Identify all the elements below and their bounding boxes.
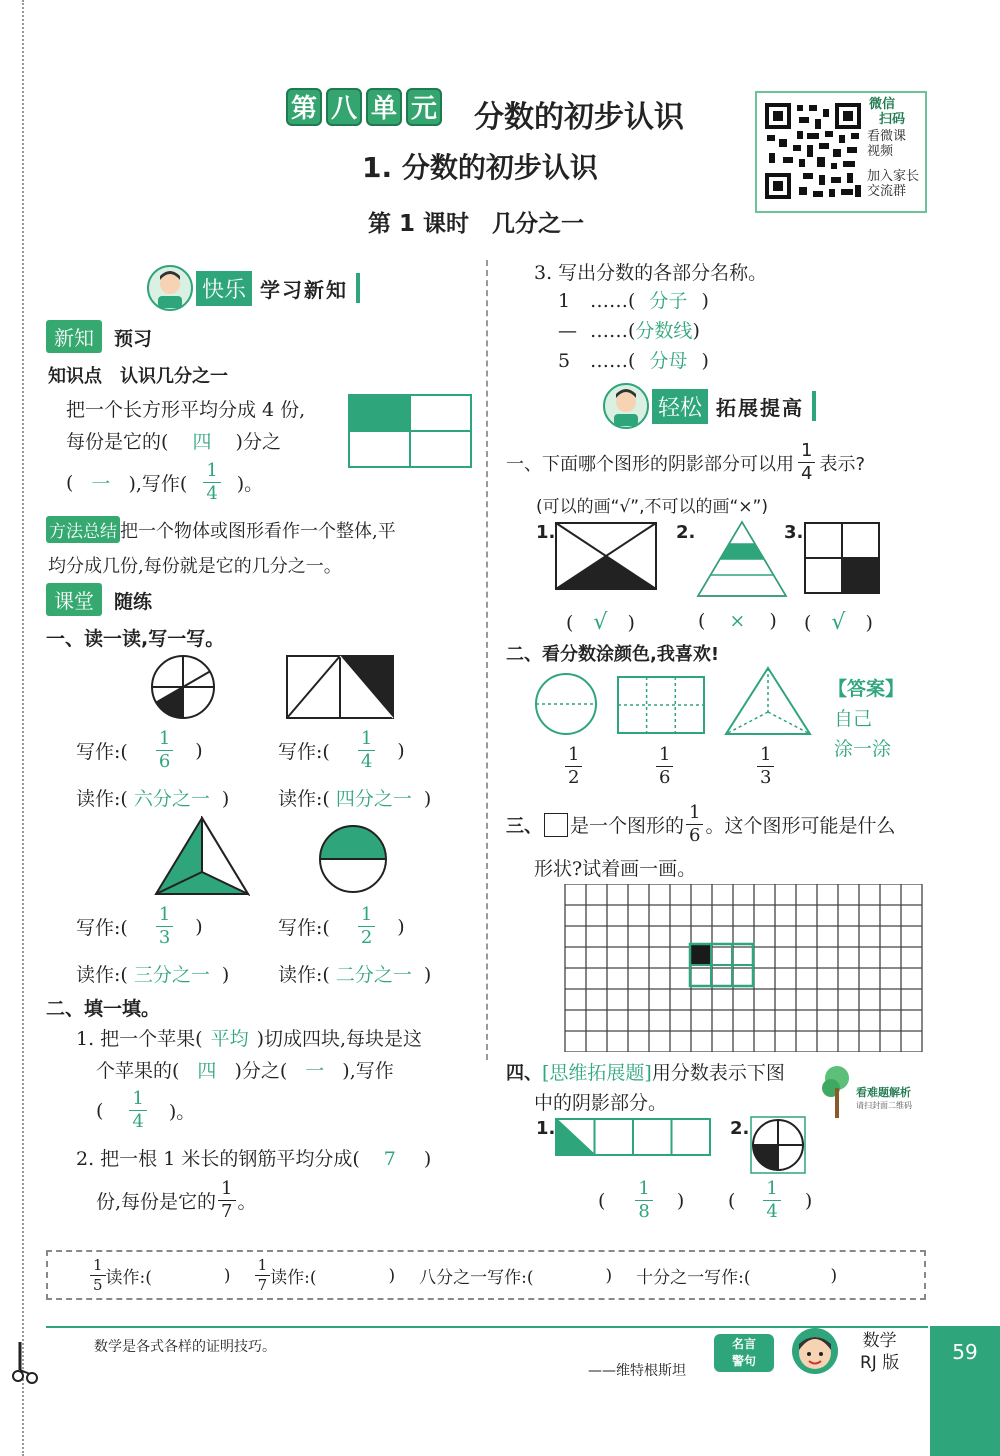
page-number-tab: [930, 1326, 1000, 1456]
kp-frac-num: 1: [203, 462, 220, 483]
qr-text: [869, 97, 905, 127]
s3-text-c: 。这个图形可能是什么: [705, 815, 896, 837]
s4-answer-2: [728, 1180, 812, 1221]
student-avatar-icon: [146, 264, 194, 312]
rect-triangles-figure: [286, 655, 394, 719]
q2-1-line-2: [96, 1056, 394, 1083]
q2-2-den: 7: [221, 1201, 233, 1222]
rectangle-quarter-figure: [348, 394, 472, 468]
kp-line-3b: ),写作(: [128, 473, 188, 495]
item1-read: [76, 784, 229, 811]
item3-num: 1: [156, 906, 173, 927]
s1-rect-figure: [555, 522, 657, 590]
s4-close-2: ): [804, 1189, 813, 1212]
item4-read-close: ): [423, 964, 432, 986]
bottom-frac-2-den: 7: [257, 1276, 268, 1294]
item3-den: 3: [158, 927, 171, 948]
s1-close-3: ): [865, 612, 873, 634]
qr-code-icon: [763, 101, 863, 201]
s1-open-1: (: [566, 612, 574, 634]
q2-2-num: 1: [218, 1180, 235, 1201]
item3-read-close: ): [221, 964, 230, 986]
bottom-close-4: ): [830, 1265, 838, 1286]
s4-label-2: 2.: [730, 1118, 750, 1139]
item4-fraction: [358, 906, 375, 947]
margin-line: [22, 0, 24, 1456]
item1-write-close: ): [195, 739, 203, 762]
q3-answer-2: 分数线: [635, 320, 693, 342]
s4-fraction-1: [635, 1180, 652, 1221]
s4-strip-figure: [555, 1118, 711, 1156]
q2-1-line-3: [96, 1090, 195, 1131]
q3-dots-2: ……(: [590, 320, 636, 342]
s2-rect-figure: [617, 676, 705, 734]
s4-answer-1: [598, 1180, 684, 1221]
bottom-close-3: ): [605, 1265, 613, 1286]
s4-frac-1-den: 8: [638, 1201, 650, 1222]
s3-text-b: 是一个图形的: [570, 815, 685, 837]
item3-fraction: [156, 906, 173, 947]
s4-line-1: [506, 1058, 785, 1085]
knowledge-point-title: 知识点 认识几分之一: [48, 366, 228, 387]
s3-line-1: [506, 804, 895, 845]
kp-line-3a: (: [66, 471, 74, 494]
s4-frac-1-num: 1: [635, 1180, 652, 1201]
q2-1g: )。: [168, 1101, 196, 1123]
q2-1c: 个苹果的(: [96, 1060, 180, 1082]
qr-line-1: 微信: [869, 97, 896, 112]
extend-banner: [602, 382, 816, 430]
item1-read-label: 读作:(: [76, 788, 128, 810]
q3-row-3: [558, 346, 709, 376]
tree-mascot-icon: [822, 1064, 852, 1124]
s4-text-b: 用分数表示下图: [651, 1062, 785, 1084]
kp-line-3c: )。: [236, 473, 264, 495]
boy-mascot-icon: [790, 1326, 840, 1376]
promo-subtext: 请扫封面二维码: [856, 1101, 912, 1110]
edition-text: RJ 版: [860, 1353, 900, 1373]
q2-1-line-1: [76, 1024, 422, 1051]
item2-write-label: 写作:(: [278, 741, 330, 763]
item3-write-label: 写作:(: [76, 917, 128, 939]
item1-num: 1: [156, 730, 173, 751]
s3-fraction: [686, 804, 703, 845]
q3-sym-3: 5: [558, 350, 571, 372]
s2-frac-1-den: 2: [568, 767, 580, 788]
item2-fraction: [358, 730, 375, 771]
q2-1e: ),写作: [342, 1060, 394, 1082]
s2-frac-1: [565, 746, 582, 787]
q3-row-2: [558, 316, 709, 346]
item4-write-label: 写作:(: [278, 917, 330, 939]
s4-number: 四、: [506, 1063, 542, 1084]
unit-title: 分数的初步认识: [474, 100, 684, 135]
bottom-close-1: ): [223, 1265, 231, 1286]
kp-frac-den: 4: [206, 483, 218, 504]
q2-1-answer-3: 一: [305, 1060, 325, 1082]
q2-1-answer-2: 四: [197, 1060, 217, 1082]
s1-mark-2: ×: [729, 610, 746, 632]
s2-answer-line-2: 涂一涂: [834, 738, 892, 760]
q3-rows: [558, 286, 709, 376]
learn-banner-text: 学习新知: [260, 277, 349, 302]
extend-banner-text: 拓展提高: [716, 395, 805, 420]
bottom-frac-1-num: 1: [90, 1258, 106, 1276]
s2-frac-3-den: 3: [760, 767, 772, 788]
circle-half-figure: [318, 824, 388, 894]
s3-den: 6: [689, 825, 701, 846]
s4-tag: [思维拓展题]: [542, 1062, 652, 1084]
kp-answer-1: 四: [192, 431, 212, 453]
banner-bar: [812, 391, 816, 421]
item2-write: [278, 730, 405, 771]
q3-answer-3: 分母: [649, 350, 688, 372]
triangle-third-figure: [154, 816, 250, 896]
q2-1-den: 4: [132, 1111, 144, 1132]
s2-frac-2-num: 1: [656, 746, 673, 767]
s4-open-2: (: [728, 1189, 736, 1212]
q3-answer-1: 分子: [649, 290, 688, 312]
q3-end-3: ): [701, 350, 709, 372]
item3-read-answer: 三分之一: [133, 964, 210, 986]
q2-2a: 2. 把一根 1 米长的钢筋平均分成(: [76, 1148, 360, 1170]
s1-label-3: 3.: [784, 522, 804, 543]
class-text: 随练: [114, 591, 153, 613]
s3-number: 三、: [506, 815, 542, 837]
s4-line-2: 中的阴影部分。: [534, 1092, 668, 1114]
s1-answer-2: [698, 610, 777, 632]
s4-frac-2-num: 1: [763, 1180, 780, 1201]
s4-label-1: 1.: [536, 1118, 556, 1139]
q2-title: 二、填一填。: [46, 998, 161, 1020]
banner-bar: [356, 273, 360, 303]
page-number: 59: [952, 1340, 978, 1364]
s1-mark-1: √: [593, 610, 608, 635]
q3-end-2: ): [692, 320, 700, 342]
footer-quote: 数学是各式各样的证明技巧。: [94, 1339, 276, 1355]
s1-close-2: ): [769, 610, 777, 632]
q2-1a: 1. 把一个苹果(: [76, 1028, 203, 1050]
q2-1-num: 1: [129, 1090, 146, 1111]
q1-title: 一、读一读,写一写。: [46, 628, 225, 650]
class-tag: 课堂: [46, 583, 102, 616]
footer-author: ——维特根斯坦: [588, 1363, 686, 1379]
method-summary: [46, 516, 396, 543]
learn-banner-tag: 快乐: [196, 271, 252, 306]
qr-panel[interactable]: [755, 91, 927, 213]
q2-2-line-1: [76, 1144, 431, 1171]
item2-read-label: 读作:(: [278, 788, 330, 810]
s1-title-b: 表示?: [819, 453, 866, 475]
item1-write-label: 写作:(: [76, 741, 128, 763]
bottom-text-2: 读作:(: [270, 1268, 317, 1288]
promo-text: 看难题解析: [856, 1086, 911, 1099]
item4-num: 1: [358, 906, 375, 927]
bottom-text-4: 十分之一写作:(: [636, 1268, 751, 1288]
scissors-icon: [10, 1342, 44, 1386]
item3-read: [76, 960, 229, 987]
kp-answer-2: 一: [91, 473, 111, 495]
kp-fraction: [203, 462, 220, 503]
s1-subtitle: (可以的画“√”,不可以的画“×”): [536, 497, 768, 517]
bottom-close-2: ): [388, 1265, 396, 1286]
s2-answer-box: [828, 674, 904, 764]
s2-frac-2: [656, 746, 673, 787]
q2-1f: (: [96, 1099, 104, 1122]
unit-char-2: 八: [326, 88, 362, 126]
s1-fraction: [798, 442, 815, 483]
item3-write-close: ): [195, 915, 203, 938]
unit-char-4: 元: [406, 88, 442, 126]
item1-read-close: ): [221, 788, 230, 810]
kp-line-1: 把一个长方形平均分成 4 份,: [66, 399, 306, 421]
s4-fraction-2: [763, 1180, 780, 1221]
item2-num: 1: [358, 730, 375, 751]
preview-text: 预习: [114, 328, 153, 350]
s2-frac-2-den: 6: [659, 767, 671, 788]
s1-den: 4: [801, 463, 813, 484]
q3-row-1: [558, 286, 709, 316]
s4-circle-figure: [750, 1116, 806, 1174]
bottom-exercise-box: [46, 1250, 926, 1300]
qr-line-5: 加入家长: [867, 169, 920, 184]
q2-1b: )切成四块,每块是这: [256, 1028, 423, 1050]
badge-line-2: 警句: [731, 1354, 756, 1368]
kp-line-2a: 每份是它的(: [66, 431, 169, 453]
item4-read-label: 读作:(: [278, 964, 330, 986]
class-heading: [46, 583, 152, 616]
kp-line-2b: )分之: [235, 431, 281, 453]
s1-triangle-figure: [696, 520, 788, 598]
qr-line-3: 看微课: [867, 129, 907, 144]
learn-banner: [146, 264, 360, 312]
item1-write: [76, 730, 203, 771]
item2-write-close: ): [397, 739, 405, 762]
kp-line-3: [66, 462, 263, 503]
s1-answer-3: [804, 610, 873, 635]
s1-open-2: (: [698, 610, 706, 632]
bottom-text-1: 读作:(: [105, 1268, 152, 1288]
q3-sym-2: —: [558, 320, 577, 342]
bottom-frac-1-den: 5: [93, 1276, 103, 1294]
q2-2-answer: 7: [383, 1148, 396, 1170]
s1-num: 1: [798, 442, 815, 463]
unit-char-1: 第: [286, 88, 322, 126]
s2-answer-line-1: 自己: [834, 708, 873, 730]
item1-den: 6: [158, 751, 171, 772]
subject-text: 数学: [862, 1331, 897, 1351]
qr-text-2: [867, 129, 919, 199]
unit-char-3: 单: [366, 88, 402, 126]
quote-badge: [714, 1334, 774, 1372]
column-divider: [486, 260, 488, 1060]
s3-num: 1: [686, 804, 703, 825]
lesson-title: 第 1 课时 几分之一: [368, 211, 585, 237]
s4-frac-2-den: 4: [766, 1201, 778, 1222]
extend-banner-tag: 轻松: [652, 389, 708, 424]
q3-title: 3. 写出分数的各部分名称。: [534, 262, 768, 284]
item1-fraction: [156, 730, 173, 771]
q2-2-fraction: [218, 1180, 235, 1221]
item1-read-answer: 六分之一: [133, 788, 210, 810]
circle-sixth-figure: [150, 654, 216, 720]
q2-1-fraction: [129, 1090, 146, 1131]
kp-line-2: [66, 427, 281, 454]
item4-den: 2: [360, 927, 373, 948]
s2-frac-1-num: 1: [565, 746, 582, 767]
s1-mark-3: √: [831, 610, 846, 635]
q2-2c: 份,每份是它的: [96, 1191, 217, 1213]
item4-read: [278, 960, 431, 987]
s1-title: [506, 442, 865, 483]
bottom-frac-1: [90, 1258, 106, 1293]
student-avatar-icon: [602, 382, 650, 430]
s1-square-figure: [804, 522, 880, 594]
s1-label-1: 1.: [536, 522, 556, 543]
item4-write-close: ): [397, 915, 405, 938]
q3-dots-1: ……(: [590, 290, 636, 312]
s1-close-1: ): [627, 612, 635, 634]
q2-2-line-2: [96, 1180, 257, 1221]
method-text-2: 均分成几份,每份就是它的几分之一。: [48, 556, 342, 577]
s2-circle-figure: [534, 672, 598, 736]
item3-read-label: 读作:(: [76, 964, 128, 986]
drawing-grid[interactable]: [564, 884, 926, 1052]
q2-2b: ): [423, 1148, 432, 1170]
s4-close-1: ): [676, 1189, 685, 1212]
q3-sym-1: 1: [558, 290, 571, 312]
bottom-frac-2-num: 1: [255, 1258, 271, 1276]
item4-read-answer: 二分之一: [335, 964, 412, 986]
q2-1d: )分之(: [234, 1060, 288, 1082]
q2-1-answer-1: 平均: [210, 1028, 249, 1050]
item2-read: [278, 784, 431, 811]
s2-frac-3-num: 1: [757, 746, 774, 767]
item2-read-close: ): [423, 788, 432, 810]
q2-2d: 。: [237, 1191, 257, 1213]
preview-tag: 新知: [46, 320, 102, 353]
section-title: 1. 分数的初步认识: [362, 151, 598, 184]
s3-line-2: 形状?试着画一画。: [534, 858, 697, 880]
badge-line-1: 名言: [731, 1337, 756, 1351]
item2-den: 4: [360, 751, 373, 772]
subject-label: [860, 1330, 899, 1374]
qr-line-2: 扫码: [879, 112, 906, 127]
s1-title-a: 一、下面哪个图形的阴影部分可以用: [506, 453, 794, 475]
s2-triangle-figure: [724, 666, 812, 736]
s2-title: 二、看分数涂颜色,我喜欢!: [506, 644, 720, 665]
s1-open-3: (: [804, 612, 812, 634]
method-text-1: 把一个物体或图形看作一个整体,平: [120, 521, 396, 542]
item4-write: [278, 906, 405, 947]
s2-frac-3: [757, 746, 774, 787]
item2-read-answer: 四分之一: [335, 788, 412, 810]
q3-end-1: ): [701, 290, 709, 312]
bottom-frac-2: [255, 1258, 271, 1293]
hard-problem-promo[interactable]: [822, 1062, 926, 1126]
item3-write: [76, 906, 203, 947]
s2-answer-tag: 【答案】: [828, 678, 905, 700]
s1-label-2: 2.: [676, 522, 696, 543]
method-tag: 方法总结: [46, 516, 120, 543]
qr-line-4: 视频: [867, 144, 894, 159]
bottom-row: [90, 1258, 837, 1293]
s3-square-icon: [544, 813, 568, 837]
s4-open-1: (: [598, 1189, 606, 1212]
q3-dots-3: ……(: [590, 350, 636, 372]
bottom-text-3: 八分之一写作:(: [419, 1268, 534, 1288]
preview-heading: [46, 320, 152, 353]
qr-line-6: 交流群: [867, 184, 907, 199]
s1-answer-1: [566, 610, 635, 635]
unit-label: [286, 88, 446, 126]
